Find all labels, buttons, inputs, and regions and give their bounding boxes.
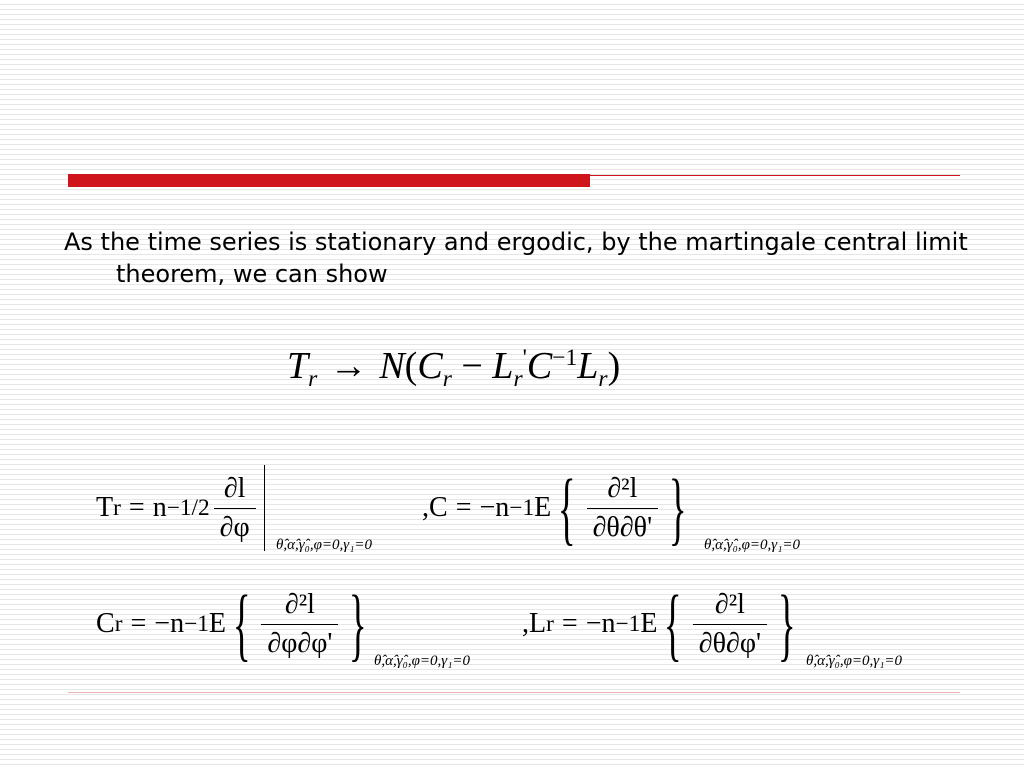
title-accent-bar	[68, 174, 590, 187]
equation-c: , C = − n −1 E { $\frac{\text{∂²l}}{\partial\theta\partial\theta'}$ }	[422, 462, 687, 553]
bottom-rule	[68, 692, 960, 693]
equation-cr-eval: θ̂,α̂,γ̂₀,φ=0,γ₁=0	[374, 653, 471, 669]
equation-lr: , L r = − n −1 E { $\frac{\text{∂²l}}{\partial\theta\partial\varphi'}$ }	[522, 578, 796, 669]
equation-tr-eval: θ̂,α̂,γ̂₀,φ=0,γ₁=0	[276, 537, 373, 553]
equation-lr-eval: θ̂,α̂,γ̂₀,φ=0,γ₁=0	[806, 653, 903, 669]
equation-c-eval: θ̂,α̂,γ̂₀,φ=0,γ₁=0	[704, 537, 801, 553]
fraction: $\frac{\text{∂²l}}{\partial\theta\partial\theta'}$	[587, 472, 659, 545]
equation-row-2	[96, 576, 956, 672]
title-accent-rule	[590, 175, 960, 176]
main-equation: $T_r \to N(C_r - L_r'C^{-1}L_r)$	[287, 345, 621, 393]
body-text: As the time series is stationary and ergodic, by the martingale central limit theorem, we can show	[64, 228, 968, 288]
equation-row-1	[96, 460, 856, 556]
fraction: $\frac{\text{∂²l}}{\partial\theta\partial\varphi'}$	[693, 588, 767, 661]
equation-tr: T r = n −1/2 $\frac{\partial l}{\partial\varphi}$	[96, 460, 265, 556]
equation-cr: C r = − n −1 E { $\frac{\text{∂²l}}{\partial\varphi\partial\varphi'}$ }	[96, 578, 367, 669]
evaluation-bar	[264, 465, 265, 551]
fraction: $\frac{\text{∂²l}}{\partial\varphi\partial\varphi'}$	[261, 588, 338, 661]
fraction: $\frac{\partial l}{\partial\varphi}$	[214, 472, 256, 545]
